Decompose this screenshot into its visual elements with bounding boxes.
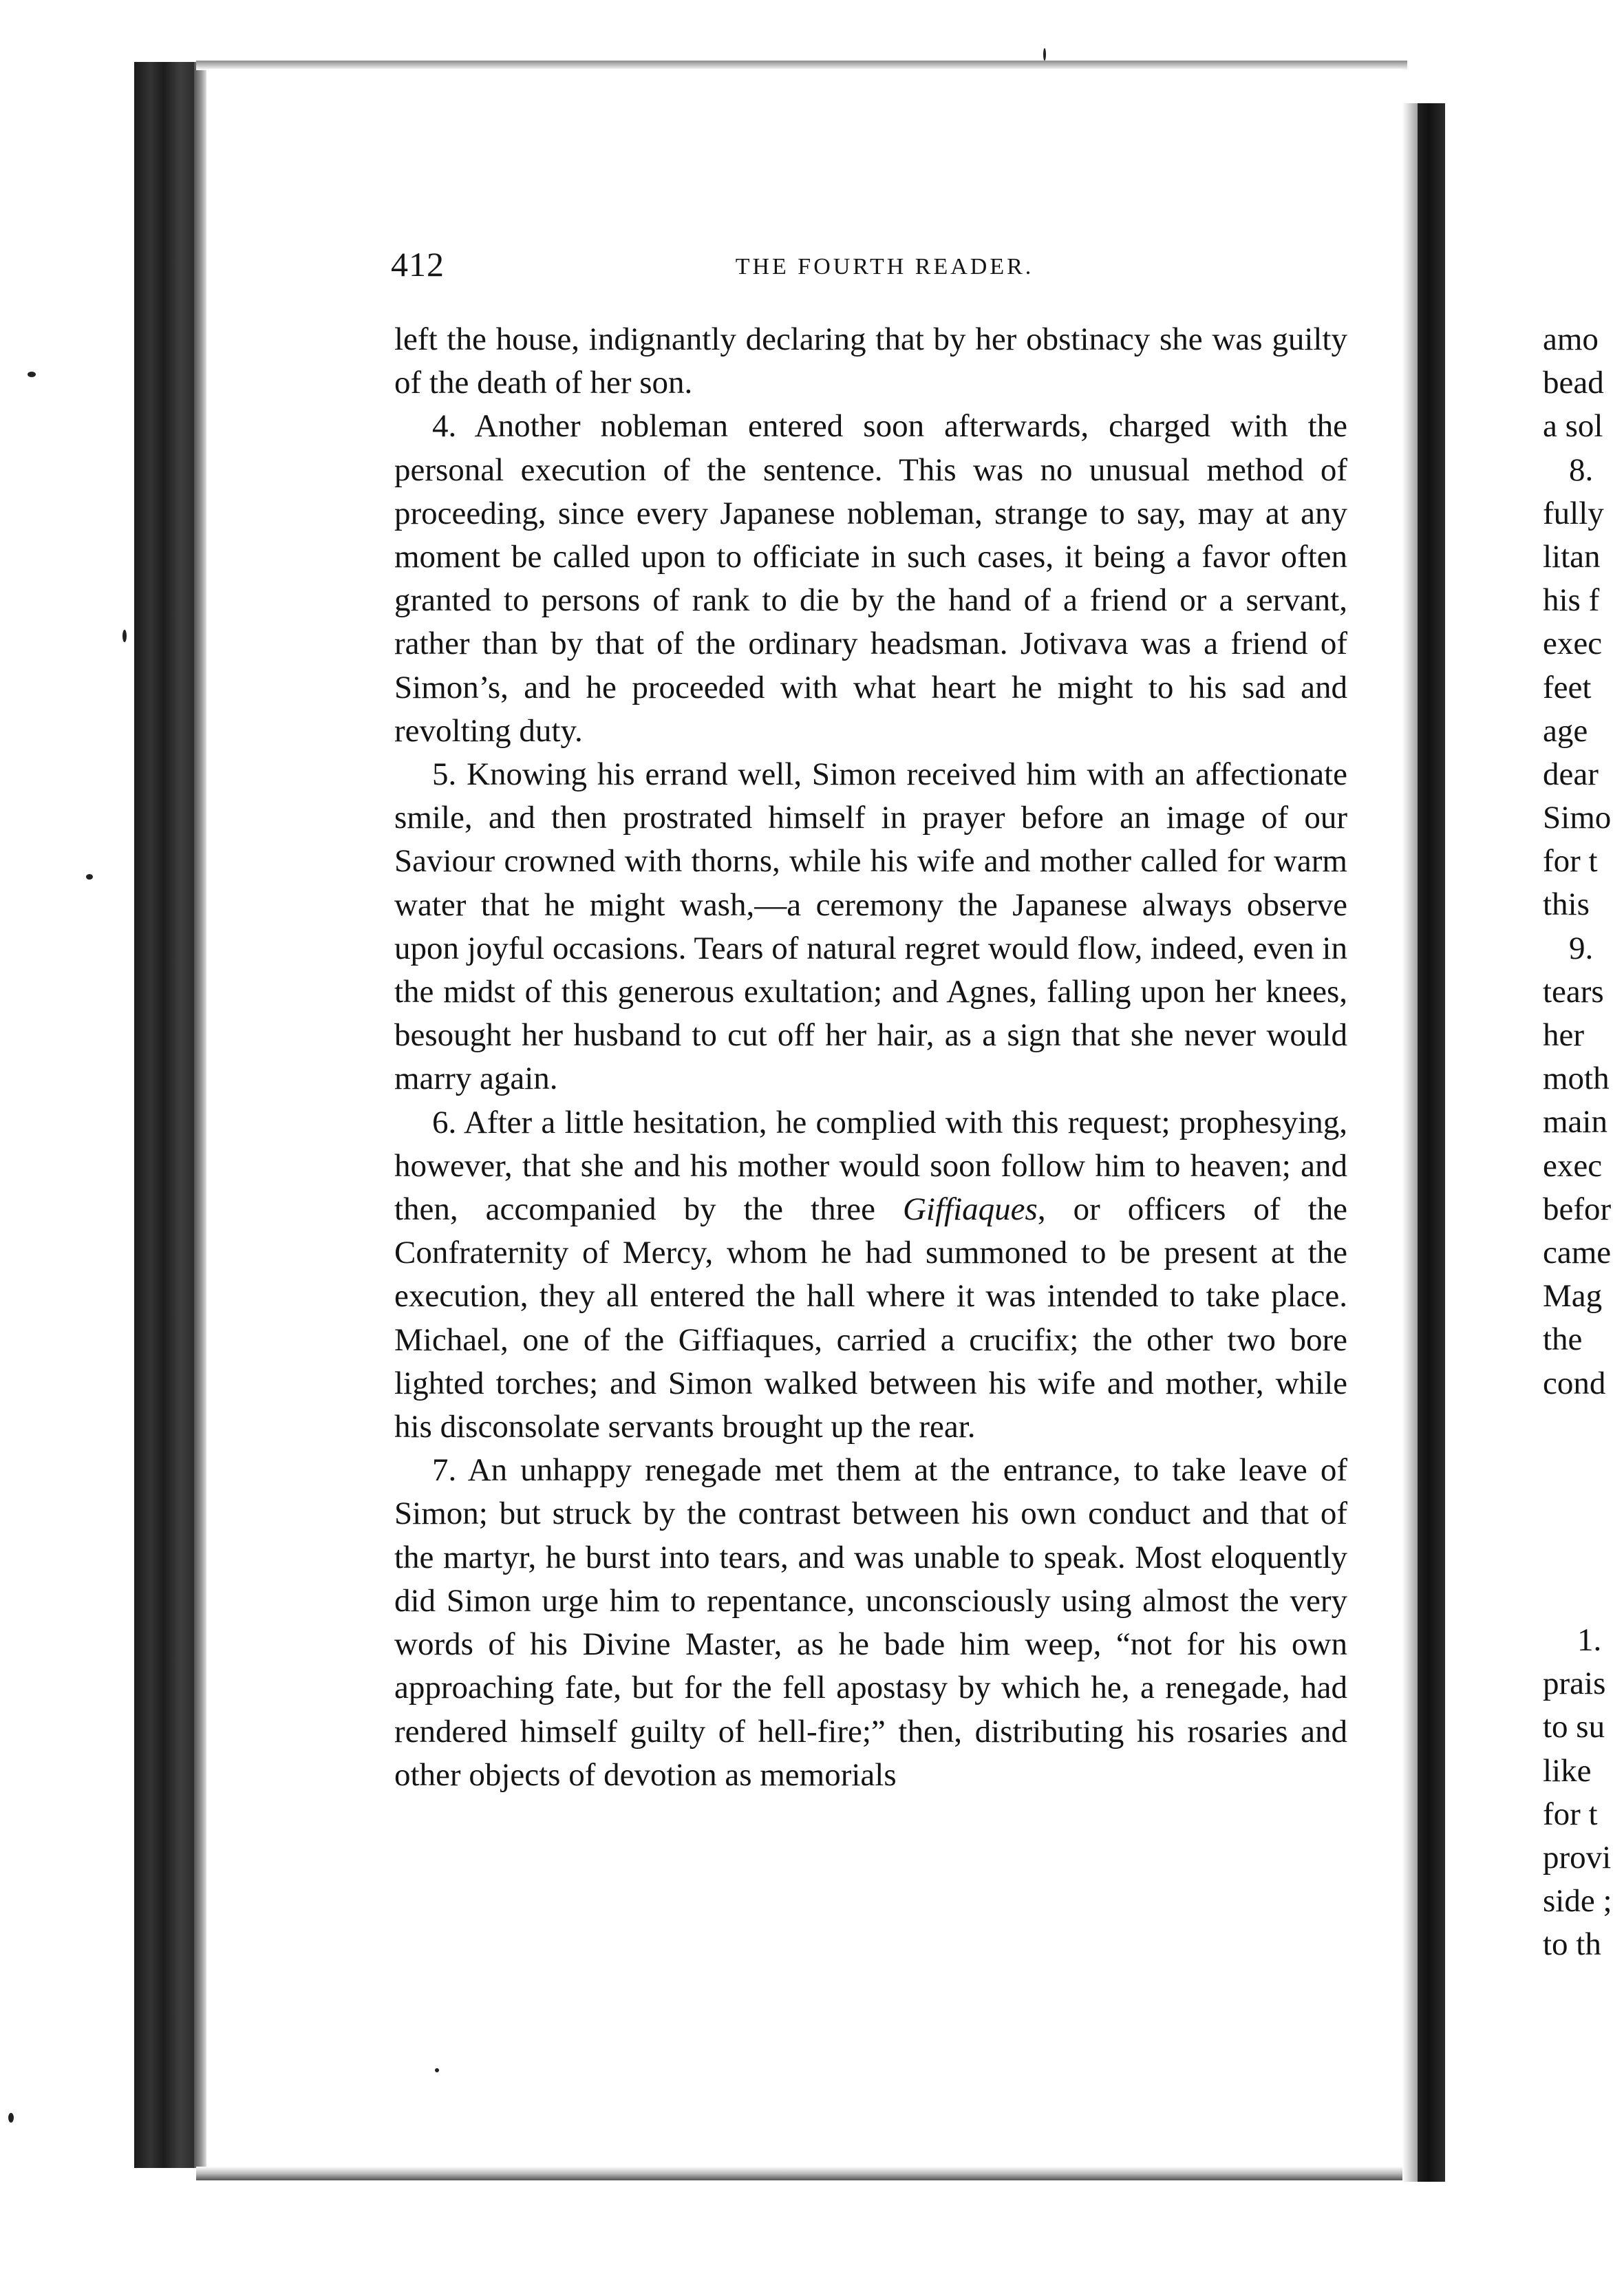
- page-bottom-edge: [196, 2167, 1407, 2180]
- fragment-line: for t: [1543, 843, 1598, 880]
- fragment-line: 8.: [1569, 451, 1594, 488]
- fragment-line: befor: [1543, 1191, 1612, 1227]
- page-header: [391, 244, 1351, 286]
- page-number: 412: [391, 245, 445, 284]
- fragment-line: Simo: [1543, 800, 1612, 836]
- fragment-line: prais: [1543, 1666, 1606, 1702]
- book-gutter: [1418, 103, 1445, 2182]
- scan-speck: [122, 630, 127, 642]
- running-head: THE FOURTH READER.: [735, 254, 1034, 279]
- fragment-line: cond: [1543, 1365, 1606, 1401]
- fragment-line: a sol: [1543, 408, 1603, 445]
- right-page-fragments-upper: [1543, 318, 1613, 1405]
- fragment-line: exec: [1543, 1147, 1603, 1184]
- fragment-line: moth: [1543, 1061, 1610, 1097]
- fragment-line: Mag: [1543, 1278, 1603, 1315]
- fragment-line: to th: [1543, 1926, 1601, 1963]
- fragment-line: litan: [1543, 538, 1601, 575]
- fragment-line: provi: [1543, 1839, 1612, 1875]
- fragment-line: age: [1543, 712, 1588, 749]
- fragment-line: amo: [1543, 321, 1599, 357]
- paragraph-4: 4. Another nobleman entered soon afterwards, charged with the personal execution of the sentence. This was no unusual method of proceeding, since every Japanese nobleman, strange to say, may at any moment be called upon to officiate in such cases, it being a favor often granted to persons of rank to die by the hand of a friend or a servant, rather than by that of the ordinary headsman. Jotivava was a friend of Simon’s, and he proceeded with what heart he might to his sad and revolting duty.: [394, 408, 1347, 749]
- fragment-line: this: [1543, 886, 1590, 923]
- scan-speck: [1043, 48, 1046, 61]
- fragment-line: came: [1543, 1234, 1612, 1271]
- italic-term: Giffiaques: [902, 1191, 1038, 1228]
- fragment-line: 9.: [1569, 930, 1594, 966]
- fragment-line: 1.: [1577, 1622, 1602, 1658]
- fragment-line: tears: [1543, 973, 1604, 1010]
- scan-speck: [86, 874, 93, 880]
- fragment-line: dear: [1543, 756, 1599, 792]
- fragment-line: the: [1543, 1321, 1583, 1358]
- page-body: [394, 318, 1347, 1797]
- paragraph-6-text-b: , or officers of the Confraternity of Mercy, whom he had summoned to be present at the execution, they all entered the hall where it was intended to take place. Michael, one of the Giffiaques, carried a crucifix; the other two bore lighted torches; and Simon walked between his wife and mother, while his disconsolate servants brought up the rear.: [394, 1191, 1347, 1445]
- fragment-line: like: [1543, 1752, 1592, 1789]
- fragment-line: feet: [1543, 669, 1592, 705]
- fragment-line: for t: [1543, 1796, 1598, 1832]
- paragraph-7: 7. An unhappy renegade met them at the entrance, to take leave of Simon; but struck by the contrast between his own conduct and that of the martyr, he burst into tears, and was unable to speak. Most eloquently did Simon urge him to repentance, unconsciously using almost the very words of his Divine Master, as he bade him weep, “not for his own approaching fate, but for the fell apostasy by which he, a renegade, had rendered himself guilty of hell-fire;” then, distributing his rosaries and other objects of devotion as memorials: [394, 1452, 1347, 1793]
- paragraph-6-text-a: 6. After a little hesitation, he complied with this request; prophesying, however, that she and his mother would soon follow him to heaven; and then, accompanied by the three: [394, 1104, 1347, 1228]
- paragraph-5: 5. Knowing his errand well, Simon received him with an affectionate smile, and then prostrated himself in prayer before an image of our Saviour crowned with thorns, while his wife and mother called for warm water that he might wash,—a ceremony the Japanese always observe upon joyful occasions. Tears of natural regret would flow, indeed, even in the midst of this generous exultation; and Agnes, falling upon her knees, besought her husband to cut off her hair, as a sign that she never would marry again.: [394, 756, 1347, 1097]
- paragraph-6: [394, 1101, 1347, 1449]
- fragment-line: side ;: [1543, 1883, 1612, 1920]
- fragment-line: her: [1543, 1017, 1585, 1053]
- spine-edge: [194, 62, 206, 2168]
- paragraph-continuation: left the house, indignantly declaring that by her obstinacy she was guilty of the death of her son.: [394, 321, 1347, 401]
- fragment-line: his f: [1543, 582, 1600, 619]
- fragment-line: exec: [1543, 626, 1603, 662]
- fragment-line: fully: [1543, 495, 1604, 531]
- right-page-fragments-lower: [1543, 1619, 1613, 1967]
- fragment-line: bead: [1543, 365, 1604, 401]
- fragment-line: main: [1543, 1104, 1607, 1140]
- fragment-line: to su: [1543, 1709, 1605, 1745]
- book-spine: [134, 62, 200, 2168]
- scan-speck: [435, 2068, 439, 2072]
- scan-speck: [8, 2113, 14, 2123]
- scan-speck: [28, 372, 36, 377]
- gutter-shadow: [1402, 103, 1419, 2182]
